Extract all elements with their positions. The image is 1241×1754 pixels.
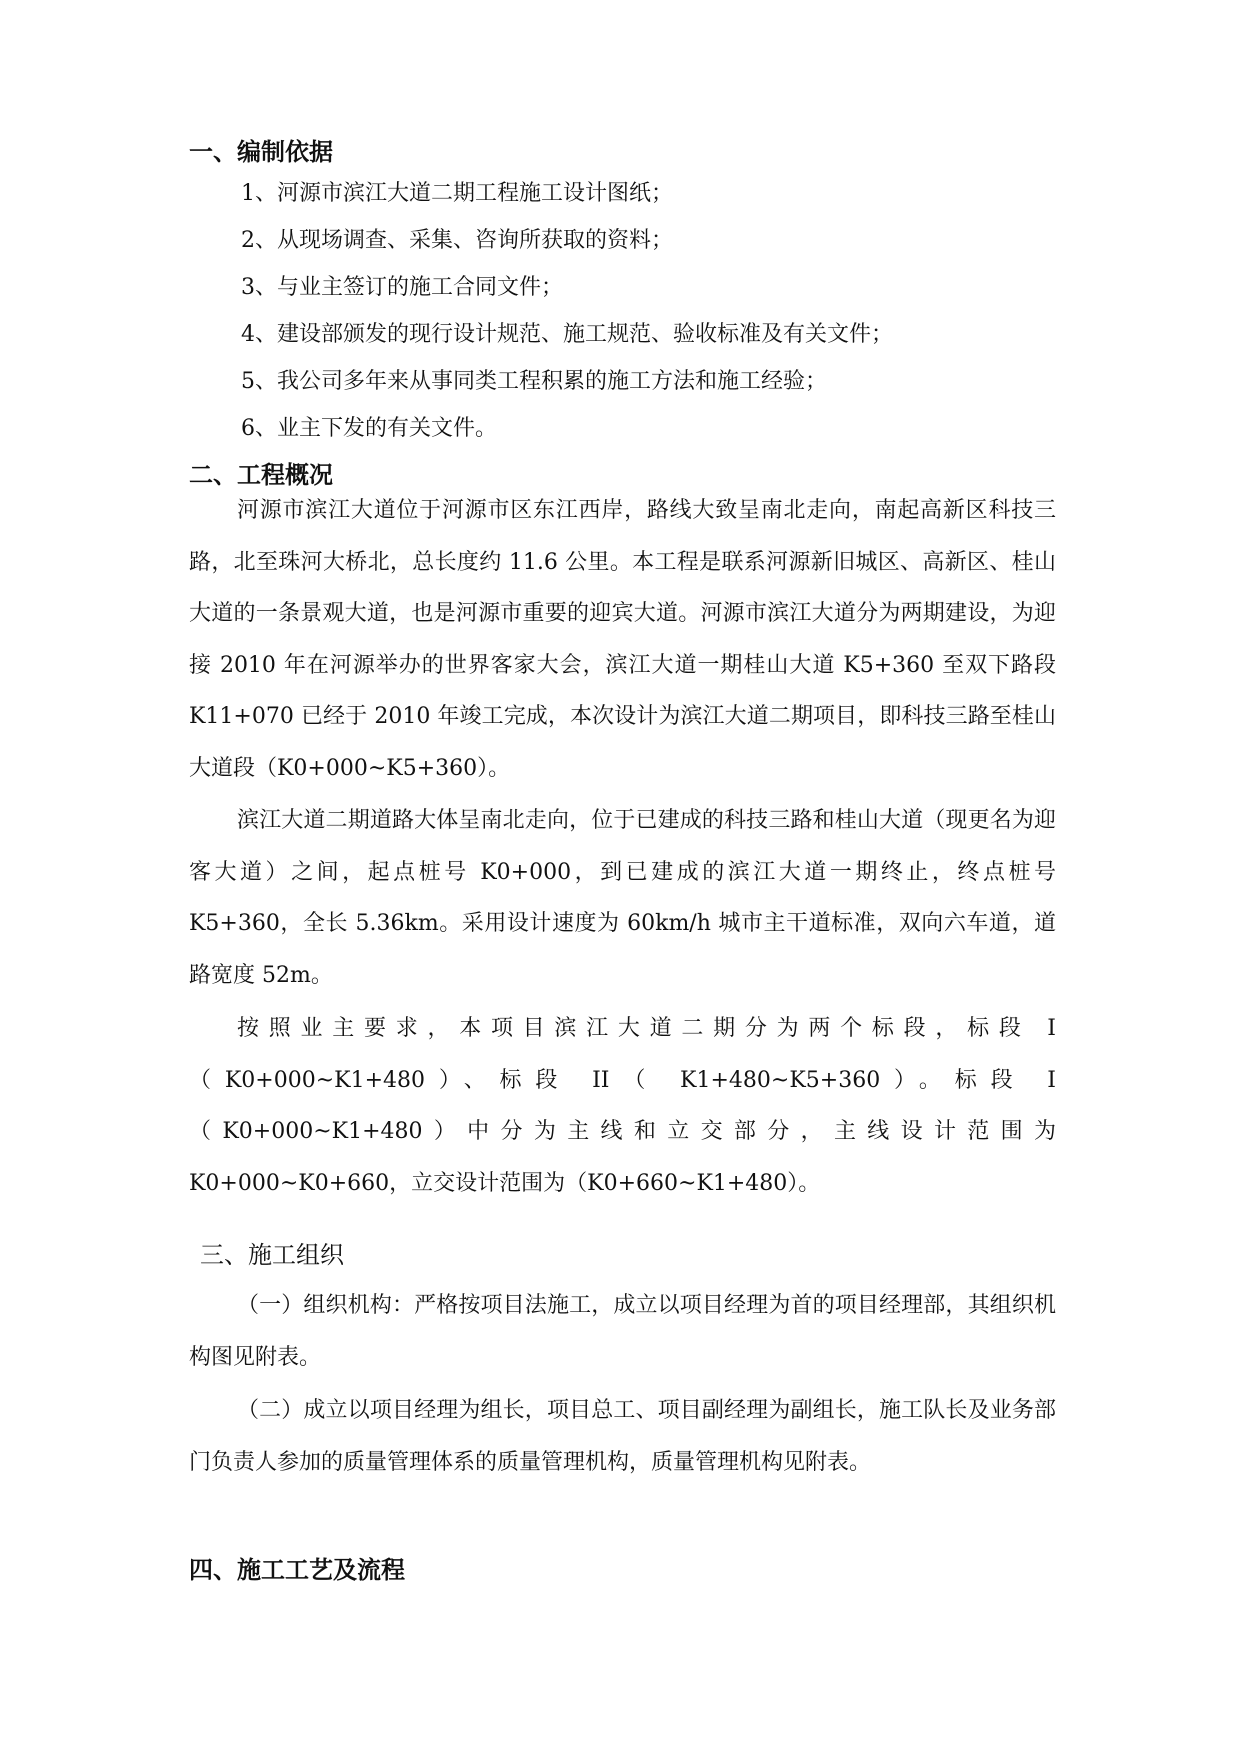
basis-item-2: 2、从现场调查、采集、咨询所获取的资料； [241, 228, 673, 253]
section-heading-basis: 一、编制依据 [189, 138, 333, 166]
basis-item-4: 4、建设部颁发的现行设计规范、施工规范、验收标准及有关文件； [241, 322, 893, 347]
basis-item-3: 3、与业主签订的施工合同文件； [241, 275, 563, 300]
section-heading-overview: 二、工程概况 [189, 461, 333, 489]
overview-paragraph-3: 按照业主要求，本项目滨江大道二期分为两个标段，标段 I（K0+000~K1+480）、标段 II（ K1+480~K5+360）。标段 I（K0+000~K1+480）中分为主线和立交部分，主线设计范围为 K0+000~K0+660，立交设计范围为（K0+660~K1+480）。 [189, 1016, 1056, 1196]
overview-paragraph-2: 滨江大道二期道路大体呈南北走向，位于已建成的科技三路和桂山大道（现更名为迎客大道）之间，起点桩号 K0+000，到已建成的滨江大道一期终止，终点桩号 K5+360，全长 5.36km。采用设计速度为 60km/h 城市主干道标准，双向六车道，道路宽度 52m。 [189, 808, 1056, 988]
basis-item-1: 1、河源市滨江大道二期工程施工设计图纸； [241, 181, 673, 206]
section-heading-process: 四、施工工艺及流程 [189, 1556, 405, 1584]
section-heading-organization: 三、施工组织 [200, 1241, 344, 1269]
organization-paragraph-1: （一）组织机构：严格按项目法施工，成立以项目经理为首的项目经理部，其组织机构图见附表。 [189, 1293, 1056, 1370]
organization-paragraph-2: （二）成立以项目经理为组长，项目总工、项目副经理为副组长，施工队长及业务部门负责人参加的质量管理体系的质量管理机构，质量管理机构见附表。 [189, 1398, 1056, 1475]
overview-paragraph-1: 河源市滨江大道位于河源市区东江西岸，路线大致呈南北走向，南起高新区科技三路，北至珠河大桥北，总长度约 11.6 公里。本工程是联系河源新旧城区、高新区、桂山大道的一条景观大道，也是河源市重要的迎宾大道。河源市滨江大道分为两期建设，为迎接 2010 年在河源举办的世界客家大会，滨江大道一期桂山大道 K5+360 至双下路段 K11+070 已经于 2010 年竣工完成，本次设计为滨江大道二期项目，即科技三路至桂山大道段（K0+000~K5+360）。 [189, 498, 1056, 781]
basis-item-5: 5、我公司多年来从事同类工程积累的施工方法和施工经验； [241, 369, 827, 394]
basis-item-6: 6、业主下发的有关文件。 [241, 416, 497, 441]
